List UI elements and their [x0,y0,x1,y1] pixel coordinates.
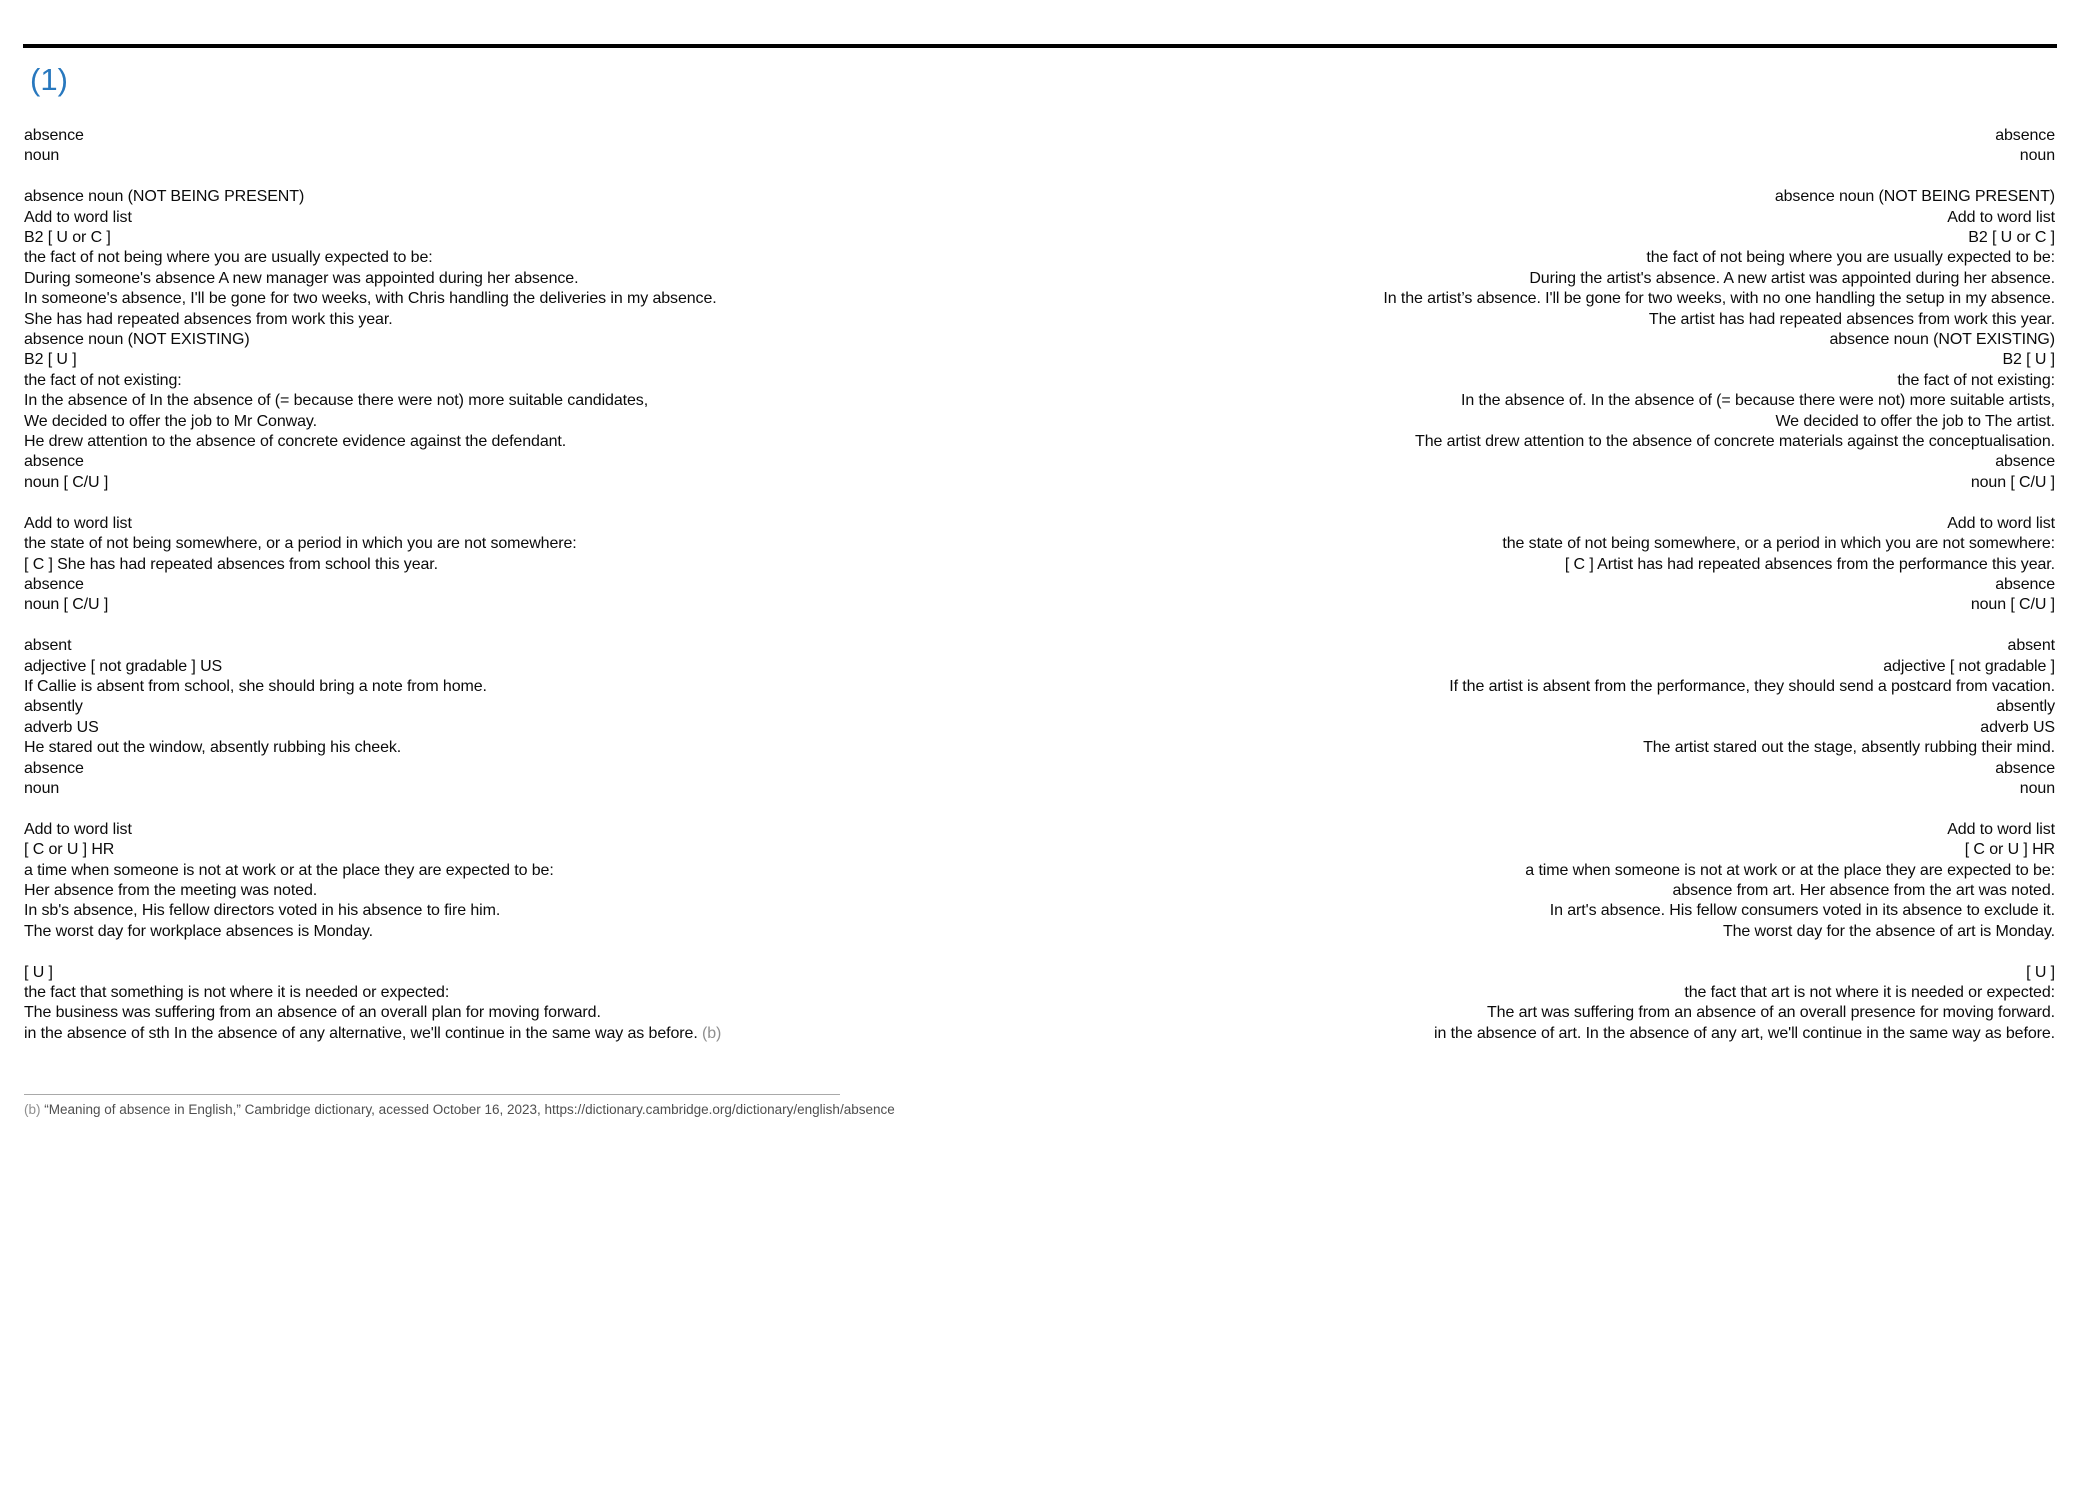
paragraph-group [1050,963,2055,1045]
text-line: a time when someone is not at work or at the place they are expected to be: [24,861,554,879]
text-line: adjective [ not gradable ] US [24,657,223,675]
text-line: In the absence of. In the absence of (= because there were not) more suitable artists, [1461,392,2055,410]
page-number: (1) [30,62,68,97]
two-column-text [24,126,2055,1065]
footnote-rule [24,1094,840,1095]
text-line: absent [2007,637,2055,655]
text-line: The worst day for workplace absences is Monday. [24,922,373,940]
column-left [24,126,1029,1065]
text-line: He stared out the window, absently rubbing his cheek. [24,739,402,757]
paragraph-group [24,636,1029,799]
text-line: absence [1995,759,2055,777]
text-line: the fact that something is not where it is needed or expected: [24,983,450,1001]
text-line: noun [24,147,60,165]
text-line: Add to word list [1947,820,2055,838]
text-line: He drew attention to the absence of concrete evidence against the defendant. [24,433,567,451]
text-line: Add to word list [24,208,132,226]
footnote-text: “Meaning of absence in English,” Cambridge dictionary, acessed October 16, 2023, https://dictionary.cambridge.org/dictionary/english/absence [44,1102,895,1117]
text-line: In the absence of In the absence of (= because there were not) more suitable candidates, [24,392,649,410]
text-line: absence [1995,127,2055,144]
paragraph-group [24,514,1029,616]
text-line: The art was suffering from an absence of an overall presence for moving forward. [1487,1004,2055,1022]
text-line: [ U ] [2026,963,2055,981]
text-line: B2 [ U ] [2002,351,2055,369]
text-line: During the artist's absence. A new artist was appointed during her absence. [1529,269,2055,287]
text-line: The artist has had repeated absences from work this year. [1648,310,2055,328]
text-line: Add to word list [24,514,132,532]
text-line: the fact of not existing: [1897,371,2055,389]
text-line: noun [ C/U ] [24,473,109,491]
text-line: In sb's absence, His fellow directors voted in his absence to fire him. [24,902,501,920]
text-line: the state of not being somewhere, or a period in which you are not somewhere: [1502,535,2055,553]
text-line: [ C or U ] HR [1964,841,2055,859]
text-line: the fact that art is not where it is needed or expected: [1684,983,2055,1001]
text-line: The business was suffering from an absence of an overall plan for moving forward. [24,1004,601,1022]
text-line: noun [ C/U ] [1970,596,2055,614]
text-line: absence [24,575,84,593]
text-line: adjective [ not gradable ] [1883,657,2055,675]
top-rule [23,44,2057,48]
text-line: [ U ] [24,963,53,981]
text-line: We decided to offer the job to The artist. [1775,412,2055,430]
text-line: absently [24,698,83,716]
text-line: Her absence from the meeting was noted. [24,881,318,899]
citation-marker: (b) [697,1024,722,1042]
text-line: the state of not being somewhere, or a period in which you are not somewhere: [24,535,577,553]
text-line: In the artist’s absence. I'll be gone for two weeks, with no one handling the setup in my absence. [1383,290,2055,308]
text-line: In art's absence. His fellow consumers voted in its absence to exclude it. [1549,902,2055,920]
text-line: absence noun (NOT EXISTING) [24,331,250,349]
text-line: noun [2019,779,2055,797]
text-line: [ C ] Artist has had repeated absences from the performance this year. [1564,555,2055,573]
paragraph-group [1050,187,2055,493]
text-line: noun [2019,147,2055,165]
text-line: the fact of not existing: [24,371,182,389]
text-line: Add to word list [1947,208,2055,226]
text-line: in the absence of art. In the absence of any art, we'll continue in the same way as before. [1434,1024,2055,1042]
paragraph-group [1050,636,2055,799]
paragraph-group [24,126,1029,167]
text-line: B2 [ U or C ] [24,229,111,247]
text-line: noun [24,779,60,797]
text-line: adverb US [24,718,99,736]
paragraph-group [1050,514,2055,616]
text-line: The worst day for the absence of art is Monday. [1722,922,2055,940]
footnote-marker: (b) [24,1102,41,1117]
paragraph-group [1050,820,2055,942]
paragraph-group [24,963,1029,1045]
text-line: If the artist is absent from the performance, they should send a postcard from vacation. [1449,677,2055,695]
text-line: The artist drew attention to the absence of concrete materials against the conceptualisation. [1415,433,2055,451]
text-line: During someone's absence A new manager was appointed during her absence. [24,269,579,287]
text-line: a time when someone is not at work or at the place they are expected to be: [1525,861,2055,879]
text-line: absence [24,453,84,471]
text-line: the fact of not being where you are usually expected to be: [1646,249,2055,267]
paragraph-group [24,820,1029,942]
text-line: In someone's absence, I'll be gone for two weeks, with Chris handling the deliveries in my absence. [24,290,717,308]
text-line: absence [1995,575,2055,593]
text-line: noun [ C/U ] [24,596,109,614]
text-line: absence [24,759,84,777]
text-line: B2 [ U or C ] [1968,229,2055,247]
text-line: B2 [ U ] [24,351,77,369]
text-line: the fact of not being where you are usually expected to be: [24,249,433,267]
text-line: If Callie is absent from school, she should bring a note from home. [24,677,487,695]
text-line: Add to word list [24,820,132,838]
text-line: Add to word list [1947,514,2055,532]
text-line: We decided to offer the job to Mr Conway. [24,412,317,430]
text-line: absence [1995,453,2055,471]
text-line: absence noun (NOT BEING PRESENT) [24,188,305,206]
text-line: The artist stared out the stage, absently rubbing their mind. [1643,739,2055,757]
footnote [24,1102,895,1117]
text-line: absence noun (NOT BEING PRESENT) [1774,188,2055,206]
text-line: noun [ C/U ] [1970,473,2055,491]
column-right [1050,126,2055,1065]
text-line-body: in the absence of sth In the absence of any alternative, we'll continue in the same way as before. [24,1024,698,1042]
paragraph-group [24,187,1029,493]
text-line: absence from art. Her absence from the art was noted. [1672,881,2055,899]
text-line: adverb US [1980,718,2055,736]
text-line [24,1024,1029,1044]
text-line: absent [24,637,72,655]
text-line: absently [1996,698,2055,716]
text-line: [ C ] She has had repeated absences from school this year. [24,555,438,573]
text-line: absence [24,127,84,144]
text-line: absence noun (NOT EXISTING) [1829,331,2055,349]
paragraph-group [1050,126,2055,167]
text-line: [ C or U ] HR [24,841,115,859]
text-line: She has had repeated absences from work this year. [24,310,393,328]
